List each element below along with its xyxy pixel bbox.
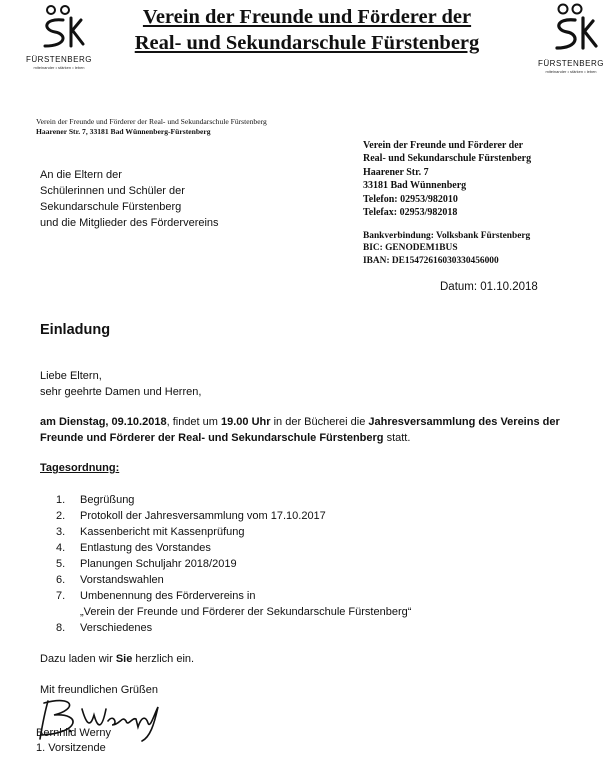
agenda-text: Entlastung des Vorstandes xyxy=(80,542,211,554)
agenda-number: 6. xyxy=(56,574,66,586)
signer-role: 1. Vorsitzende xyxy=(36,742,106,754)
agenda-number: 3. xyxy=(56,526,66,538)
recipient-line: und die Mitglieder des Fördervereins xyxy=(40,217,219,229)
bank-bic: BIC: GENODEM1BUS xyxy=(363,243,458,254)
recipient-line: Sekundarschule Fürstenberg xyxy=(40,201,182,213)
school-logo-icon xyxy=(541,2,601,58)
agenda-item-continuation xyxy=(56,604,506,620)
agenda-number: 2. xyxy=(56,510,66,522)
agenda-text: Vorstandswahlen xyxy=(80,574,164,586)
logo-name-left: FÜRSTENBERG xyxy=(26,55,92,64)
letter-date: Datum: 01.10.2018 xyxy=(440,281,538,293)
closing-text: herzlich ein. xyxy=(132,653,195,665)
bank-line: Bankverbindung: Volksbank Fürstenberg xyxy=(363,231,531,241)
agenda-number: 8. xyxy=(56,622,66,634)
invitation-text: in der Bücherei die xyxy=(270,416,369,428)
sender-line xyxy=(36,117,267,137)
meeting-time: 19.00 Uhr xyxy=(221,416,271,428)
agenda-item xyxy=(56,620,506,636)
bank-iban: IBAN: DE15472616030330456000 xyxy=(363,255,499,266)
salutation-line: sehr geehrte Damen und Herren, xyxy=(40,386,202,398)
meeting-title: Jahresversammlung des Vereins der Freunde und Förderer der Real- und Sekundarschule Fürstenberg xyxy=(40,416,560,444)
logo-tagline-left: miteinander • stärken • leben xyxy=(33,65,85,70)
agenda-number xyxy=(56,604,80,620)
logo-tagline-right: miteinander • stärken • leben xyxy=(545,69,597,74)
agenda-item xyxy=(56,588,506,604)
closing-emphasis: Sie xyxy=(115,653,133,665)
agenda-list xyxy=(56,492,506,636)
agenda-text: Begrüßung xyxy=(80,494,135,506)
contact-line: Haarener Str. 7 xyxy=(363,166,429,178)
recipient-address xyxy=(40,167,219,231)
agenda-heading: Tagesordnung: xyxy=(40,462,120,474)
agenda-item xyxy=(56,556,506,572)
school-logo-right xyxy=(532,2,610,74)
agenda-item xyxy=(56,524,506,540)
contact-info xyxy=(363,139,531,219)
recipient-line: Schülerinnen und Schüler der xyxy=(40,185,185,197)
agenda-number: 4. xyxy=(56,542,66,554)
contact-line: Verein der Freunde und Förderer der xyxy=(363,140,524,151)
contact-line: Real- und Sekundarschule Fürstenberg xyxy=(363,153,532,165)
invitation-paragraph xyxy=(40,414,580,446)
bank-info xyxy=(363,230,530,267)
agenda-item xyxy=(56,492,506,508)
agenda-number: 7. xyxy=(56,590,66,602)
salutation-line: Liebe Eltern, xyxy=(40,370,102,382)
greeting: Mit freundlichen Grüßen xyxy=(40,684,158,696)
agenda-item xyxy=(56,572,506,588)
invitation-text: statt. xyxy=(383,432,411,444)
agenda-text: Verschiedenes xyxy=(80,622,153,634)
title-line-2: Real- und Sekundarschule Fürstenberg xyxy=(134,32,480,54)
signer-block xyxy=(36,726,111,756)
signer-name: Bernhild Werny xyxy=(36,727,111,739)
agenda-text: Umbenennung des Fördervereins in xyxy=(80,590,256,602)
logo-name-right: FÜRSTENBERG xyxy=(538,59,604,68)
contact-line: 33181 Bad Wünnenberg xyxy=(363,180,467,192)
invitation-text: , findet um xyxy=(166,416,221,428)
salutation xyxy=(40,368,201,400)
school-logo-left xyxy=(20,4,98,70)
agenda-number: 5. xyxy=(56,558,66,570)
sender-line-2: Haarener Str. 7, 33181 Bad Wünnenberg-Fürstenberg xyxy=(36,127,211,136)
letter-heading: Einladung xyxy=(40,322,111,338)
agenda-text: Protokoll der Jahresversammlung vom 17.10.2017 xyxy=(80,510,326,522)
agenda-item xyxy=(56,540,506,556)
sender-line-1: Verein der Freunde und Förderer der Real- und Sekundarschule Fürstenberg xyxy=(36,117,267,126)
contact-fax: Telefax: 02953/982018 xyxy=(363,207,458,219)
school-logo-icon xyxy=(29,4,89,54)
agenda-text: Kassenbericht mit Kassenprüfung xyxy=(80,526,245,538)
agenda-text: Planungen Schuljahr 2018/2019 xyxy=(80,558,237,570)
title-line-1: Verein der Freunde und Förderer der xyxy=(142,6,472,28)
contact-phone: Telefon: 02953/982010 xyxy=(363,193,458,205)
closing-sentence xyxy=(40,651,194,667)
meeting-date: am Dienstag, 09.10.2018 xyxy=(40,416,167,428)
closing-text: Dazu laden wir xyxy=(40,653,116,665)
recipient-line: An die Eltern der xyxy=(40,169,122,181)
agenda-number: 1. xyxy=(56,494,66,506)
page-title xyxy=(96,4,518,56)
agenda-text: „Verein der Freunde und Förderer der Sekundarschule Fürstenberg“ xyxy=(80,606,412,618)
agenda-item xyxy=(56,508,506,524)
